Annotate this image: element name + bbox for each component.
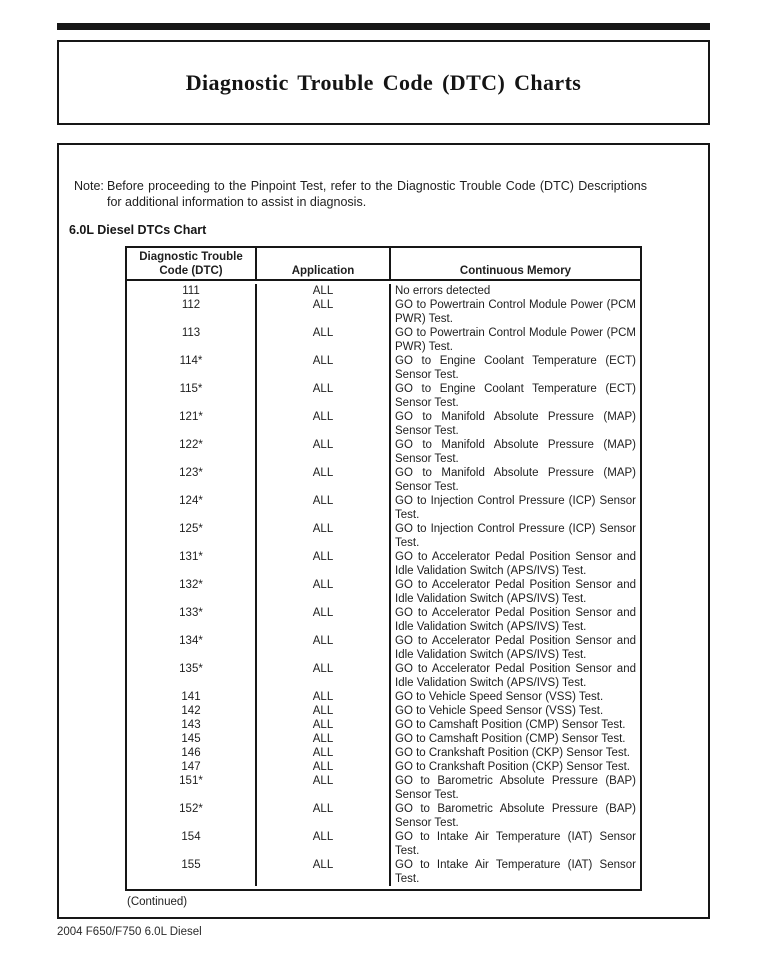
- table-row: [127, 634, 640, 662]
- dtc-application-cell: ALL: [257, 382, 391, 410]
- dtc-code-cell: 115*: [127, 382, 257, 410]
- dtc-application-cell: ALL: [257, 858, 391, 886]
- dtc-code-cell: 122*: [127, 438, 257, 466]
- dtc-application-cell: ALL: [257, 298, 391, 326]
- table-row: [127, 704, 640, 718]
- dtc-memory-cell: GO to Manifold Absolute Pressure (MAP) Sensor Test.: [395, 439, 636, 465]
- table-row: [127, 746, 640, 760]
- dtc-application-cell: ALL: [257, 606, 391, 634]
- continued-label: (Continued): [127, 896, 188, 908]
- dtc-table: [125, 246, 642, 891]
- table-row: [127, 382, 640, 410]
- column-header-dtc: Diagnostic Trouble Code (DTC): [127, 248, 257, 279]
- dtc-memory-cell: GO to Accelerator Pedal Position Sensor and Idle Validation Switch (APS/IVS) Test.: [395, 663, 636, 689]
- note-label: Note:: [74, 179, 104, 193]
- column-header-continuous-memory: Continuous Memory: [459, 265, 572, 277]
- chart-heading: 6.0L Diesel DTCs Chart: [69, 223, 207, 237]
- dtc-application-cell: ALL: [257, 494, 391, 522]
- table-row: [127, 298, 640, 326]
- table-row: [127, 662, 640, 690]
- dtc-code-cell: 143: [127, 718, 257, 732]
- dtc-code-cell: 145: [127, 732, 257, 746]
- page-title: Diagnostic Trouble Code (DTC) Charts: [185, 69, 582, 95]
- dtc-memory-cell: GO to Vehicle Speed Sensor (VSS) Test.: [395, 691, 604, 703]
- table-row: [127, 760, 640, 774]
- dtc-code-cell: 123*: [127, 466, 257, 494]
- dtc-memory-cell: GO to Camshaft Position (CMP) Sensor Test.: [395, 733, 626, 745]
- table-row: [127, 802, 640, 830]
- page-footer: 2004 F650/F750 6.0L Diesel: [57, 926, 202, 938]
- table-row: [127, 494, 640, 522]
- table-row: [127, 522, 640, 550]
- top-rule-bar: [57, 23, 710, 30]
- note-block: [69, 179, 690, 210]
- dtc-code-cell: 111: [127, 284, 257, 298]
- dtc-application-cell: ALL: [257, 746, 391, 760]
- table-row: [127, 774, 640, 802]
- note-text: Before proceeding to the Pinpoint Test, refer to the Diagnostic Trouble Code (DTC) Descriptions for additional information to assist in diagnosis.: [107, 179, 647, 209]
- dtc-memory-cell: GO to Powertrain Control Module Power (PCM PWR) Test.: [395, 299, 636, 325]
- dtc-memory-cell: GO to Barometric Absolute Pressure (BAP) Sensor Test.: [395, 803, 636, 829]
- table-row: [127, 410, 640, 438]
- dtc-code-cell: 134*: [127, 634, 257, 662]
- table-row: [127, 858, 640, 886]
- dtc-code-cell: 151*: [127, 774, 257, 802]
- dtc-memory-cell: GO to Injection Control Pressure (ICP) Sensor Test.: [395, 523, 636, 549]
- dtc-application-cell: ALL: [257, 354, 391, 382]
- dtc-code-cell: 121*: [127, 410, 257, 438]
- content-box: [57, 143, 710, 919]
- dtc-code-cell: 142: [127, 704, 257, 718]
- table-row: [127, 284, 640, 298]
- dtc-code-cell: 131*: [127, 550, 257, 578]
- dtc-application-cell: ALL: [257, 690, 391, 704]
- dtc-application-cell: ALL: [257, 410, 391, 438]
- dtc-code-cell: 141: [127, 690, 257, 704]
- dtc-memory-cell: GO to Powertrain Control Module Power (PCM PWR) Test.: [395, 327, 636, 353]
- dtc-application-cell: ALL: [257, 522, 391, 550]
- table-row: [127, 466, 640, 494]
- dtc-application-cell: ALL: [257, 718, 391, 732]
- dtc-code-cell: 133*: [127, 606, 257, 634]
- dtc-memory-cell: GO to Intake Air Temperature (IAT) Sensor Test.: [395, 859, 636, 885]
- table-header-row: [127, 248, 640, 281]
- table-row: [127, 690, 640, 704]
- dtc-code-cell: 132*: [127, 578, 257, 606]
- table-row: [127, 732, 640, 746]
- table-row: [127, 606, 640, 634]
- dtc-memory-cell: GO to Camshaft Position (CMP) Sensor Test.: [395, 719, 626, 731]
- dtc-application-cell: ALL: [257, 830, 391, 858]
- dtc-application-cell: ALL: [257, 438, 391, 466]
- column-header-application: Application: [257, 248, 391, 279]
- dtc-memory-cell: No errors detected: [395, 285, 491, 297]
- dtc-memory-cell: GO to Accelerator Pedal Position Sensor and Idle Validation Switch (APS/IVS) Test.: [395, 579, 636, 605]
- dtc-memory-cell: GO to Accelerator Pedal Position Sensor and Idle Validation Switch (APS/IVS) Test.: [395, 551, 636, 577]
- dtc-memory-cell: GO to Engine Coolant Temperature (ECT) Sensor Test.: [395, 383, 636, 409]
- dtc-code-cell: 155: [127, 858, 257, 886]
- dtc-memory-cell: GO to Intake Air Temperature (IAT) Sensor Test.: [395, 831, 636, 857]
- dtc-code-cell: 124*: [127, 494, 257, 522]
- table-row: [127, 326, 640, 354]
- dtc-application-cell: ALL: [257, 662, 391, 690]
- dtc-application-cell: ALL: [257, 760, 391, 774]
- dtc-code-cell: 146: [127, 746, 257, 760]
- dtc-application-cell: ALL: [257, 466, 391, 494]
- dtc-memory-cell: GO to Accelerator Pedal Position Sensor and Idle Validation Switch (APS/IVS) Test.: [395, 635, 636, 661]
- dtc-memory-cell: GO to Manifold Absolute Pressure (MAP) Sensor Test.: [395, 467, 636, 493]
- dtc-code-cell: 112: [127, 298, 257, 326]
- table-row: [127, 438, 640, 466]
- table-row: [127, 830, 640, 858]
- dtc-application-cell: ALL: [257, 284, 391, 298]
- dtc-memory-cell: GO to Injection Control Pressure (ICP) Sensor Test.: [395, 495, 636, 521]
- dtc-application-cell: ALL: [257, 550, 391, 578]
- title-banner: [57, 40, 710, 125]
- dtc-table-body: [127, 281, 640, 889]
- dtc-memory-cell: GO to Crankshaft Position (CKP) Sensor Test.: [395, 747, 630, 759]
- dtc-code-cell: 135*: [127, 662, 257, 690]
- dtc-code-cell: 113: [127, 326, 257, 354]
- dtc-memory-cell: GO to Crankshaft Position (CKP) Sensor Test.: [395, 761, 630, 773]
- dtc-code-cell: 125*: [127, 522, 257, 550]
- dtc-application-cell: ALL: [257, 774, 391, 802]
- dtc-code-cell: 152*: [127, 802, 257, 830]
- dtc-application-cell: ALL: [257, 326, 391, 354]
- dtc-code-cell: 147: [127, 760, 257, 774]
- dtc-application-cell: ALL: [257, 802, 391, 830]
- table-row: [127, 578, 640, 606]
- table-row: [127, 550, 640, 578]
- dtc-application-cell: ALL: [257, 732, 391, 746]
- dtc-memory-cell: GO to Vehicle Speed Sensor (VSS) Test.: [395, 705, 604, 717]
- dtc-application-cell: ALL: [257, 578, 391, 606]
- dtc-memory-cell: GO to Manifold Absolute Pressure (MAP) Sensor Test.: [395, 411, 636, 437]
- dtc-memory-cell: GO to Barometric Absolute Pressure (BAP) Sensor Test.: [395, 775, 636, 801]
- table-row: [127, 718, 640, 732]
- dtc-memory-cell: GO to Accelerator Pedal Position Sensor and Idle Validation Switch (APS/IVS) Test.: [395, 607, 636, 633]
- dtc-memory-cell: GO to Engine Coolant Temperature (ECT) Sensor Test.: [395, 355, 636, 381]
- table-row: [127, 354, 640, 382]
- dtc-application-cell: ALL: [257, 704, 391, 718]
- dtc-code-cell: 114*: [127, 354, 257, 382]
- dtc-application-cell: ALL: [257, 634, 391, 662]
- dtc-code-cell: 154: [127, 830, 257, 858]
